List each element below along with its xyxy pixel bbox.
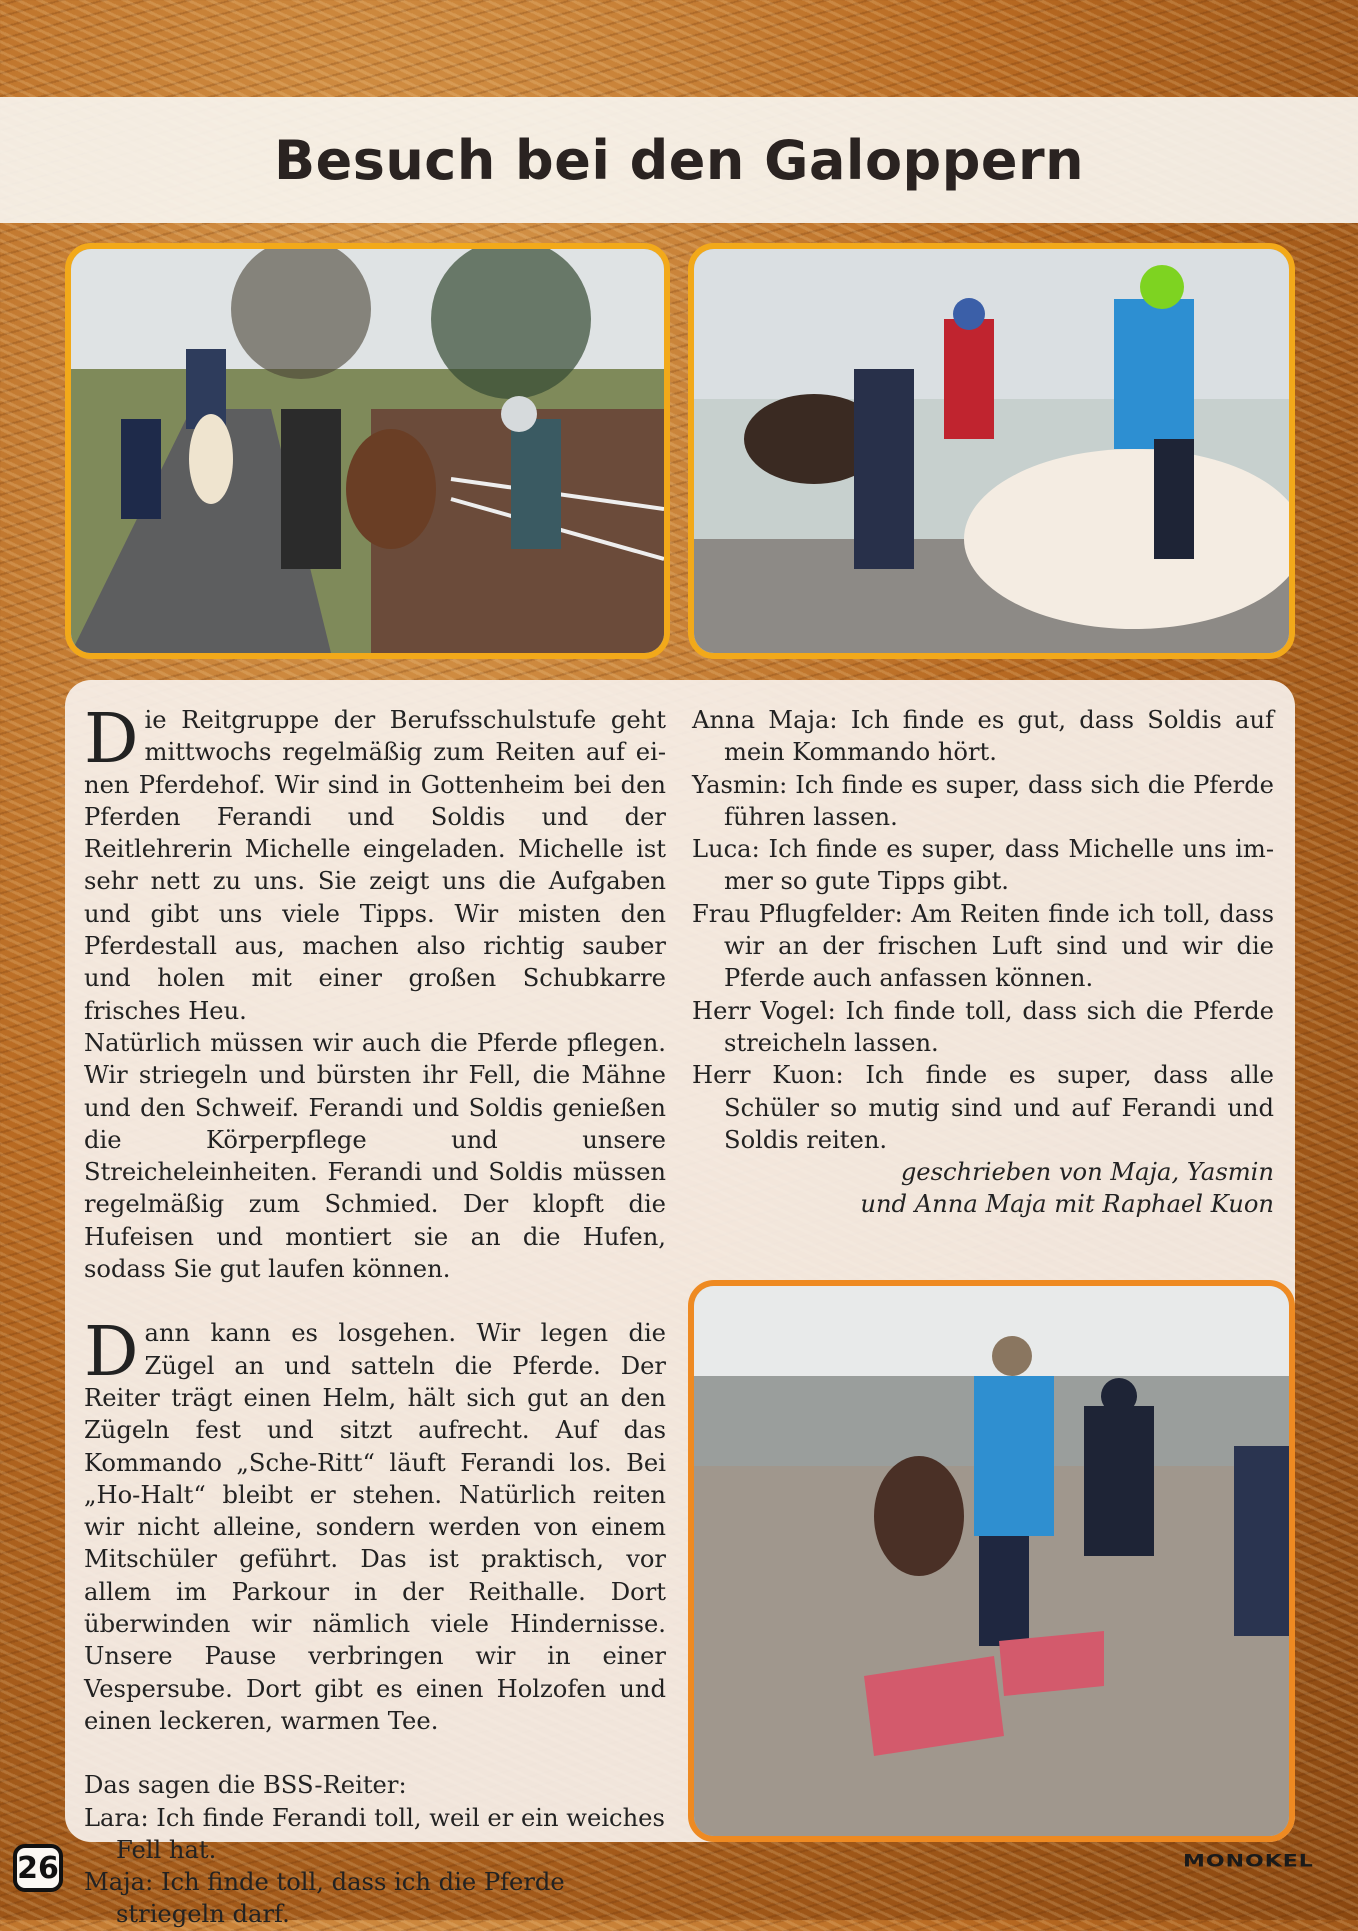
author-credit-line-2: und Anna Maja mit Raphael Kuon [860, 1190, 1274, 1219]
drop-cap: D [84, 1313, 139, 1393]
article-paragraph-2: Natürlich müssen wir auch die Pferde pflegen. Wir striegeln und bürsten ihr Fell, die Mähne und den Schweif. Ferandi und Soldis genießen die Körperpflege und unsere Streicheleinheiten. Ferandi und Soldis müssen regelmäßig zum Schmied. Der klopft die Hufeisen und montiert sie an die Hufen, sodass Sie gut laufen können. [84, 1028, 666, 1284]
quote-lara: Lara: Ich finde Ferandi toll, weil er ein weiches Fell hat. [84, 1803, 665, 1864]
quote-maja: Maja: Ich finde toll, dass ich die Pferde striegeln darf. [84, 1868, 565, 1929]
quote-frau-pflugfelder: Frau Pflugfelder: Am Reiten finde ich toll, dass wir an der frischen Luft sind und wir die Pferde auch anfassen können. [692, 899, 1274, 993]
quote-yasmin: Yasmin: Ich finde es super, dass sich die Pferde führen lassen. [692, 770, 1274, 831]
magazine-brand-logo: MONOKEL [1183, 1852, 1314, 1871]
article-paragraph-1 [84, 700, 666, 1027]
page-title: Besuch bei den Galoppern [273, 128, 1085, 192]
quote-luca: Luca: Ich finde es super, dass Michelle uns immer so gute Tipps gibt. [692, 835, 1274, 896]
photo-riding-ponies [688, 243, 1295, 659]
quote-herr-vogel: Herr Vogel: Ich finde toll, dass sich die Pferde streicheln lassen. [692, 996, 1274, 1057]
photo-hall-illustration [694, 1286, 1289, 1836]
drop-cap: D [84, 700, 139, 779]
quotes-intro: Das sagen die BSS-Reiter: [84, 1771, 407, 1800]
quote-anna-maja: Anna Maja: Ich finde es gut, dass Soldis auf mein Kommando hört. [692, 706, 1274, 767]
photo-walk-with-ponies [65, 243, 670, 659]
article-paragraph-3 [84, 1313, 666, 1737]
quote-herr-kuon: Herr Kuon: Ich finde es super, dass alle Schüler so mutig sind und auf Ferandi und Soldis reiten. [692, 1061, 1274, 1154]
photo-walk-illustration [71, 249, 664, 653]
paragraph-3-text: ann kann es losgehen. Wir legen die Zügel an und satteln die Pferde. Der Reiter trägt einen Helm, hält sich gut an den Zügeln fest und sitzt aufrecht. Auf das Kommando „Sche-Ritt“ läuft Ferandi los. Bei „Ho-Halt“ bleibt er stehen. Natürlich reiten wir nicht alleine, sondern werden von einem Mitschüler geführt. Das ist praktisch, vor allem im Parkour in der Reithalle. Dort überwinden wir nämlich viele Hindernisse. Unsere Pause verbringen wir in einer Vespersube. Dort gibt es einen Holzofen und einen leckeren, warmen Tee. [84, 1319, 666, 1735]
author-credit-line-1: geschrieben von Maja, Yasmin [900, 1158, 1274, 1187]
article-column-right [692, 704, 1274, 1221]
photo-riding-hall [688, 1280, 1295, 1842]
title-band [0, 97, 1358, 223]
page-number: 26 [13, 1844, 63, 1892]
article-column-left [84, 700, 666, 1931]
photo-riding-illustration [694, 249, 1289, 653]
paragraph-1-text: ie Reitgruppe der Berufsschulstufe geht mittwochs regelmäßig zum Reiten auf einen Pferdehof. Wir sind in Gottenheim bei den Pferden Ferandi und Soldis und der Reitlehrerin Michelle eingeladen. Michelle ist sehr nett zu uns. Sie zeigt uns die Aufgaben und gibt uns viele Tipps. Wir misten den Pferdestall aus, machen also richtig sauber und holen mit einer großen Schubkarre frisches Heu. [84, 706, 666, 1025]
